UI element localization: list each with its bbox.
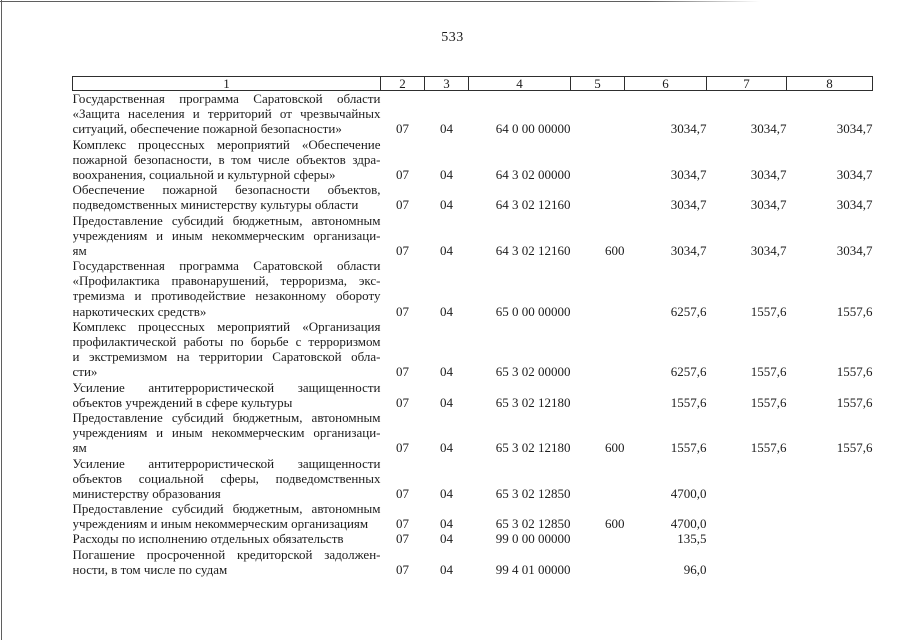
target-article-code-cell: 99 0 00 00000 [495,531,571,547]
expense-name-line: Предоставление субсидий бюджетным, автономным [72,409,381,425]
table-row [73,182,873,212]
sum-total-cell: 3034,7 [670,166,707,182]
expense-name-line: министерству образования [72,485,221,501]
table-row [73,501,873,531]
expense-name-line: Погашение просроченной кредиторской задолжен- [72,546,381,562]
target-article-code-cell: 64 0 00 00000 [495,121,571,137]
expense-name-line: «Защита населения и территорий от чрезвычайных [72,106,381,122]
target-article-code-cell: 99 4 01 00000 [495,561,571,577]
table-row [73,456,873,502]
sum-total-cell: 1557,6 [670,440,707,456]
column-header: 3 [425,77,469,91]
sum-year1-cell: 3034,7 [750,242,787,258]
expense-name-line: ности, в том числе по судам [72,561,228,577]
podrazdel-cell: 04 [440,121,453,137]
expense-name-cell [73,531,381,546]
sum-year2-cell [787,547,873,577]
page-edge-left [1,0,2,640]
table-row [73,531,873,546]
table-row [73,258,873,319]
razdel-cell: 07 [396,121,409,137]
sum-year1-cell: 1557,6 [750,364,787,380]
sum-year1-cell: 3034,7 [750,197,787,213]
page-number: 533 [441,30,464,45]
sum-total-cell: 135,5 [677,531,707,547]
table-body [73,91,873,578]
expense-name-cell [73,213,381,259]
expense-type-cell: 600 [605,242,625,258]
target-article-code-cell: 64 3 02 12160 [495,197,571,213]
razdel-cell: 07 [396,531,409,547]
target-article-code-cell: 65 3 02 12180 [495,440,571,456]
column-header: 8 [787,77,873,91]
expense-name-line: ям [72,440,87,456]
expense-name-line: и экстремизмом на территории Саратовской обла- [72,349,381,365]
expense-type-cell [571,137,625,183]
sum-year1-cell [707,531,787,546]
sum-year2-cell [787,531,873,546]
podrazdel-cell: 04 [440,364,453,380]
expense-name-line: профилактической работы по борьбе с терроризмом [72,334,381,349]
expense-name-cell [73,547,381,577]
expense-name-line: объектов учреждений в сфере культуры [72,394,293,410]
expense-name-line: Комплекс процессных мероприятий «Обеспечение [72,136,381,152]
expense-name-line: Предоставление субсидий бюджетным, автономным [72,212,381,228]
expense-name-cell [73,410,381,456]
sum-year2-cell: 3034,7 [836,242,873,258]
podrazdel-cell: 04 [440,303,453,319]
sum-year1-cell [707,501,787,531]
table-row [73,319,873,380]
sum-year1-cell: 1557,6 [750,440,787,456]
expense-name-line: сти» [72,364,98,380]
table-row [73,380,873,410]
podrazdel-cell: 04 [440,440,453,456]
sum-total-cell: 1557,6 [670,394,707,410]
table-row [73,91,873,137]
page-edge-top [0,1,760,2]
expense-name-line: тремизма и противодействие незаконному обороту [72,288,381,304]
expense-type-cell [571,182,625,212]
expense-name-cell [73,319,381,380]
table-row [73,213,873,259]
expense-name-line: «Профилактика правонарушений, терроризма, экс- [72,273,381,289]
expense-type-cell: 600 [605,516,625,532]
expense-name-line: ситуаций, обеспечение пожарной безопасности» [72,121,342,137]
sum-total-cell: 4700,0 [670,485,707,501]
column-header: 7 [707,77,787,91]
target-article-code-cell: 65 3 02 12850 [495,485,571,501]
expense-type-cell [571,380,625,410]
expense-name-line: подведомственных министерству культуры области [72,197,359,213]
podrazdel-cell: 04 [440,166,453,182]
expense-name-line: учреждениям и иным некоммерческим организаци- [72,425,381,441]
sum-year1-cell [707,456,787,502]
target-article-code-cell: 64 3 02 12160 [495,242,571,258]
podrazdel-cell: 04 [440,561,453,577]
expense-type-cell [571,547,625,577]
sum-year2-cell: 3034,7 [836,197,873,213]
expense-name-line: Государственная программа Саратовской области [72,91,381,106]
table-header-row [73,77,873,91]
sum-year1-cell: 1557,6 [750,303,787,319]
sum-total-cell: 3034,7 [670,242,707,258]
sum-year2-cell: 3034,7 [836,166,873,182]
sum-year2-cell: 1557,6 [836,440,873,456]
expense-type-cell [571,319,625,380]
table-row [73,137,873,183]
expense-name-line: Государственная программа Саратовской области [72,258,381,274]
podrazdel-cell: 04 [440,197,453,213]
expense-name-cell [73,182,381,212]
table-header [73,77,873,91]
column-header: 4 [469,77,571,91]
sum-year1-cell [707,547,787,577]
table-row [73,547,873,577]
sum-year2-cell: 3034,7 [836,121,873,137]
sum-total-cell: 6257,6 [670,364,707,380]
podrazdel-cell: 04 [440,531,453,547]
expense-name-line: пожарной безопасности, в том числе объектов здра- [72,151,381,167]
sum-year1-cell: 3034,7 [750,121,787,137]
sum-year2-cell: 1557,6 [836,303,873,319]
column-header: 1 [73,77,381,91]
sum-year2-cell [787,456,873,502]
sum-year2-cell [787,501,873,531]
razdel-cell: 07 [396,394,409,410]
expense-name-line: Комплекс процессных мероприятий «Организация [72,318,381,334]
sum-total-cell: 96,0 [683,561,707,577]
razdel-cell: 07 [396,242,409,258]
sum-year2-cell: 1557,6 [836,394,873,410]
expense-name-line: наркотических средств» [72,303,207,319]
target-article-code-cell: 65 3 02 12180 [495,394,571,410]
column-header: 2 [381,77,425,91]
target-article-code-cell: 64 3 02 00000 [495,166,571,182]
sum-year2-cell: 1557,6 [836,364,873,380]
razdel-cell: 07 [396,166,409,182]
budget-table [72,76,873,577]
expense-name-line: Обеспечение пожарной безопасности объектов, [72,182,381,198]
sum-total-cell: 3034,7 [670,197,707,213]
expense-name-line: Усиление антитеррористической защищенности [72,379,381,395]
razdel-cell: 07 [396,197,409,213]
sum-total-cell: 3034,7 [670,121,707,137]
expense-name-line: ям [72,242,87,258]
razdel-cell: 07 [396,516,409,532]
razdel-cell: 07 [396,303,409,319]
expense-type-cell [571,91,625,137]
razdel-cell: 07 [396,485,409,501]
razdel-cell: 07 [396,440,409,456]
expense-name-line: учреждениям и иным некоммерческим организациям [72,516,369,532]
expense-name-cell [73,501,381,531]
expense-name-cell [73,91,381,137]
sum-total-cell: 6257,6 [670,303,707,319]
target-article-code-cell: 65 3 02 12850 [495,516,571,532]
expense-name-line: Усиление антитеррористической защищенности [72,455,381,471]
expense-type-cell: 600 [605,440,625,456]
expense-type-cell [571,531,625,546]
expense-name-cell [73,380,381,410]
razdel-cell: 07 [396,364,409,380]
podrazdel-cell: 04 [440,242,453,258]
expense-name-line: учреждениям и иным некоммерческим организаци- [72,227,381,243]
expense-name-cell [73,258,381,319]
expense-name-line: Предоставление субсидий бюджетным, автономным [72,501,381,517]
target-article-code-cell: 65 3 02 00000 [495,364,571,380]
expense-name-cell [73,456,381,502]
podrazdel-cell: 04 [440,394,453,410]
sum-year1-cell: 3034,7 [750,166,787,182]
target-article-code-cell: 65 0 00 00000 [495,303,571,319]
podrazdel-cell: 04 [440,516,453,532]
column-header: 5 [571,77,625,91]
expense-type-cell [571,258,625,319]
expense-type-cell [571,456,625,502]
expense-name-line: воохранения, социальной и культурной сферы» [72,166,336,182]
razdel-cell: 07 [396,561,409,577]
podrazdel-cell: 04 [440,485,453,501]
expense-name-line: Расходы по исполнению отдельных обязательств [72,531,344,547]
sum-year1-cell: 1557,6 [750,394,787,410]
table-row [73,410,873,456]
column-header: 6 [625,77,707,91]
expense-name-cell [73,137,381,183]
sum-total-cell: 4700,0 [670,516,707,532]
expense-name-line: объектов социальной сферы, подведомственных [72,470,381,486]
